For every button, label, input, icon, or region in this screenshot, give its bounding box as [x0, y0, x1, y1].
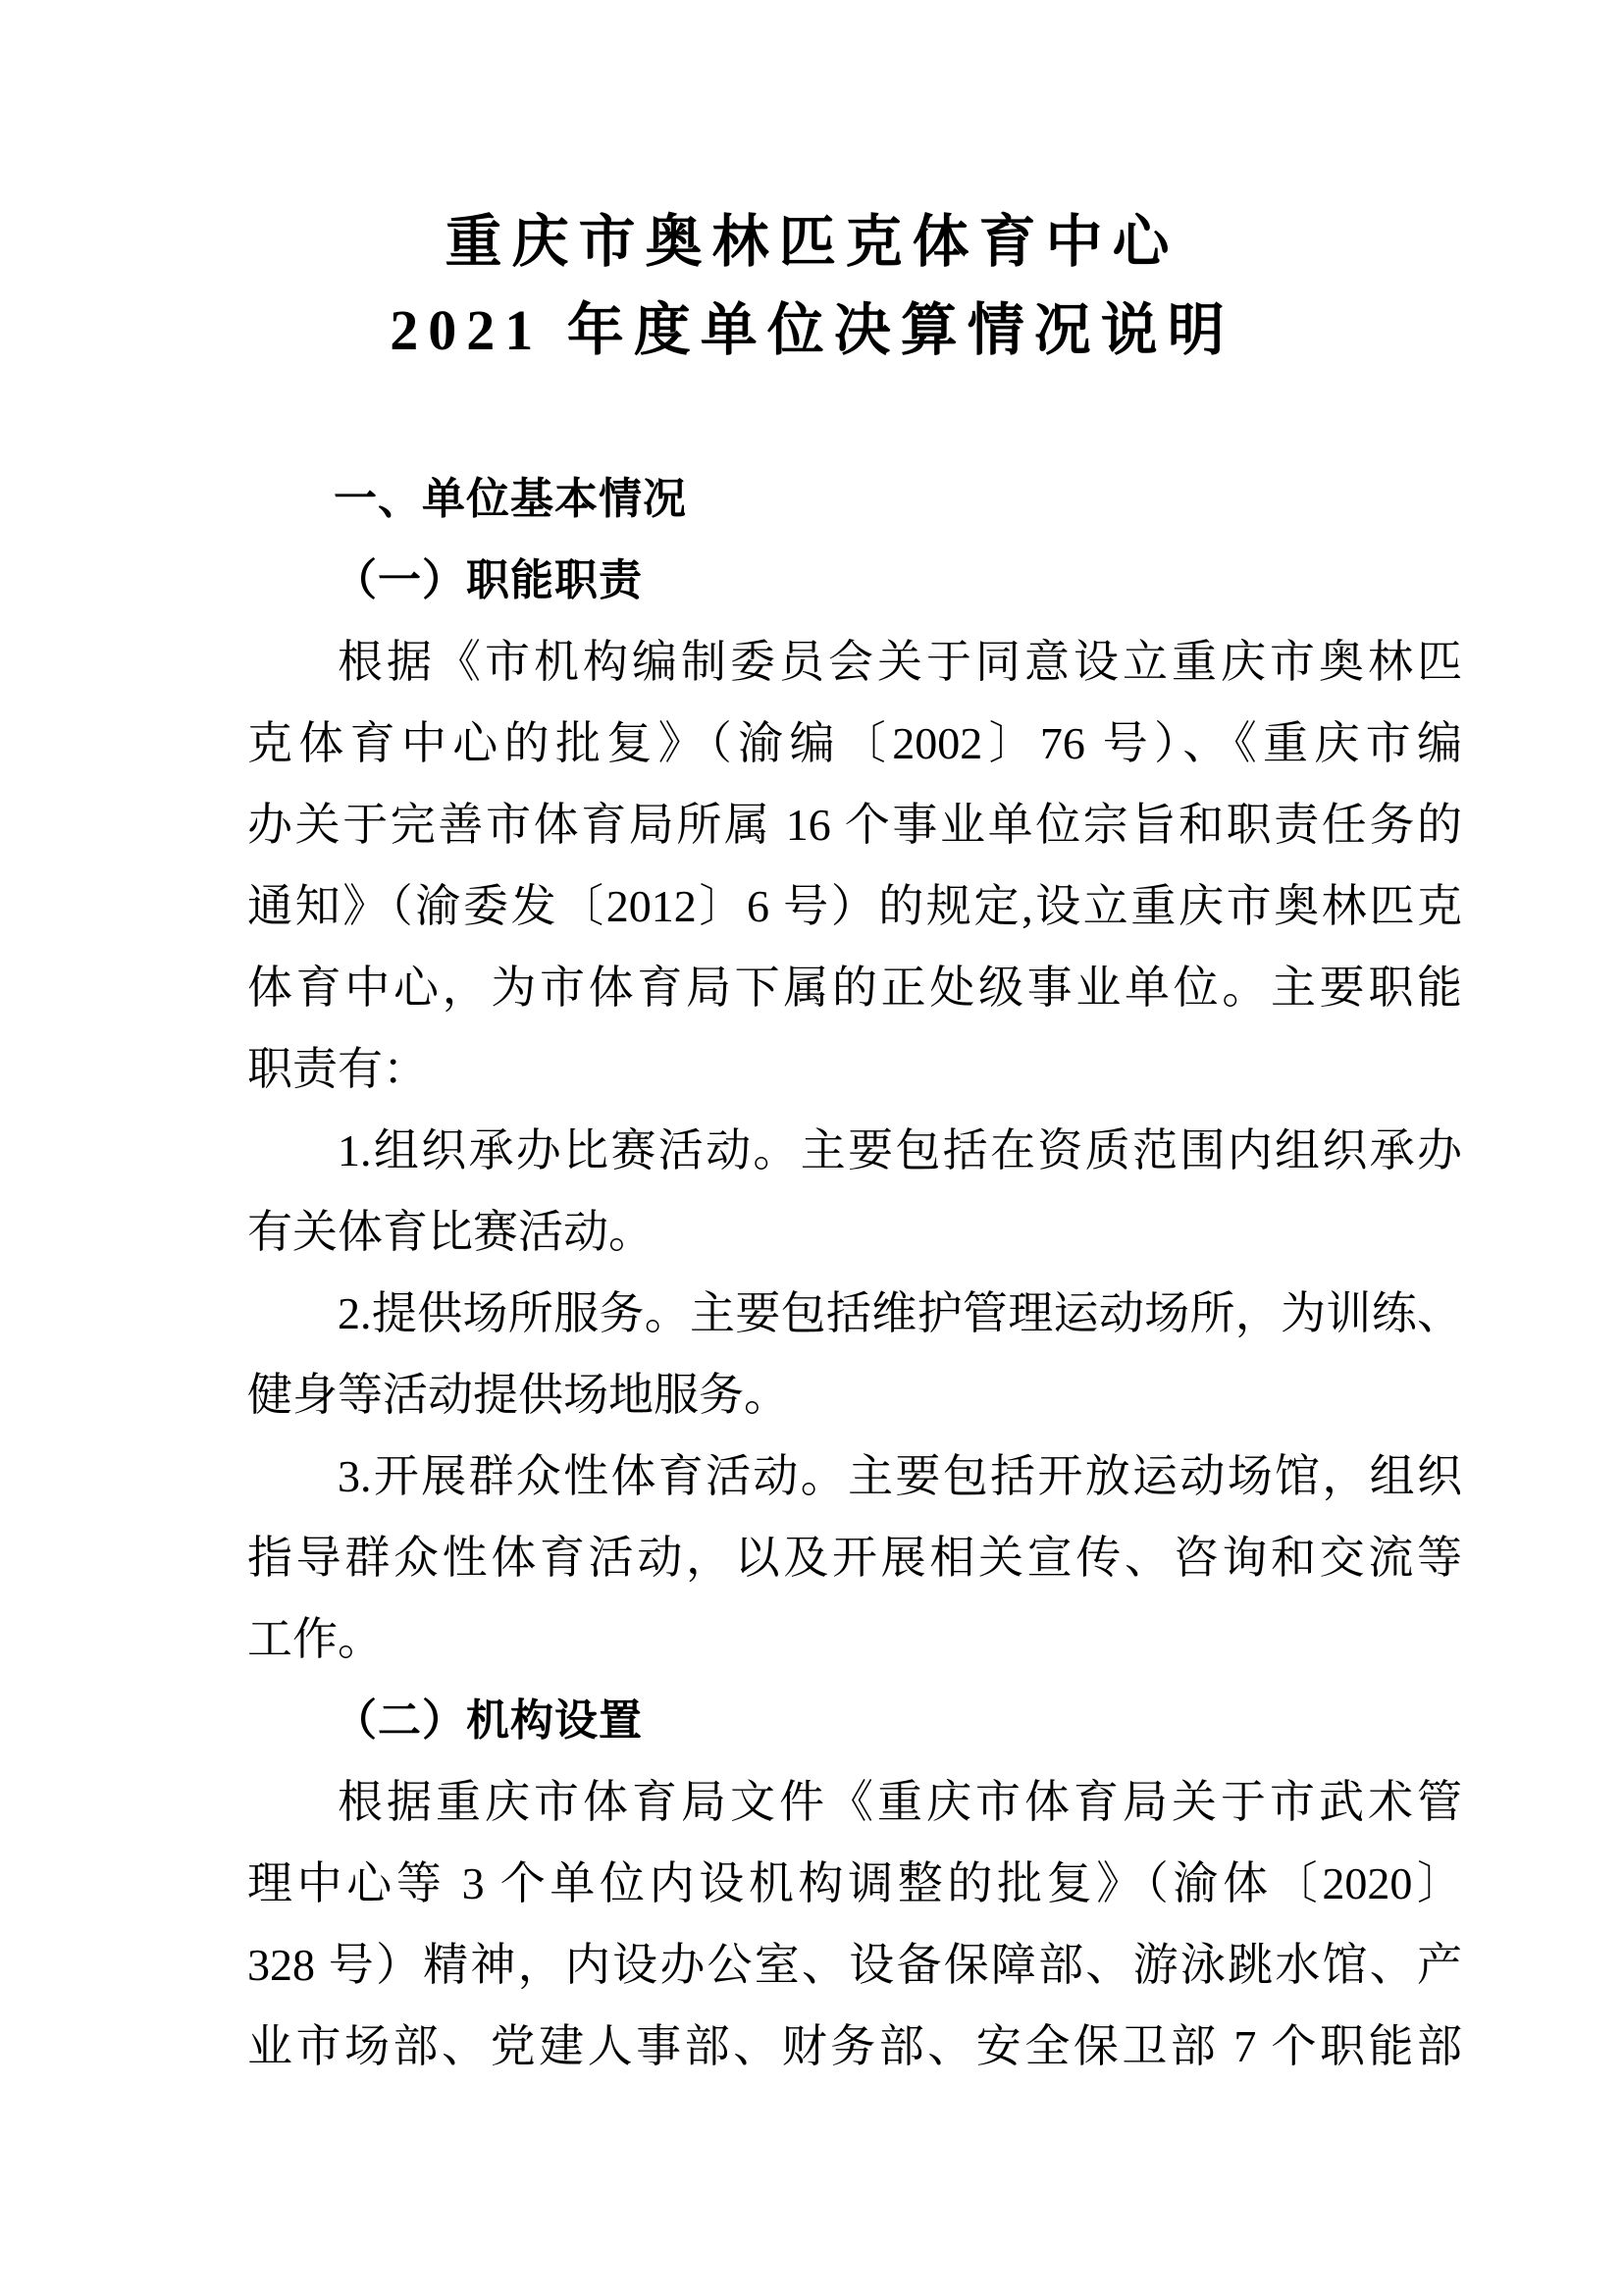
document-line: 指导群众性体育活动，以及开展相关宣传、咨询和交流等 [247, 1533, 1462, 1583]
document-line: 办关于完善市体育局所属 16 个事业单位宗旨和职责任务的 [247, 800, 1462, 850]
document-title-line2: 2021 年度单位决算情况说明 [390, 298, 1234, 362]
document-title [0, 198, 1624, 375]
document-line: 工作。 [247, 1614, 383, 1664]
document-line: 根据《市机构编制委员会关于同意设立重庆市奥林匹 [338, 637, 1462, 687]
document-title-line1: 重庆市奥林匹克体育中心 [445, 210, 1179, 274]
document-line: 体育中心，为市体育局下属的正处级事业单位。主要职能 [247, 963, 1462, 1013]
document-line: 通知》（渝委发〔2012〕6 号）的规定,设立重庆市奥林匹克 [247, 881, 1462, 931]
document-body [247, 458, 1462, 2087]
section-heading-1: 一、单位基本情况 [334, 475, 687, 523]
document-line: 根据重庆市体育局文件《重庆市体育局关于市武术管 [338, 1777, 1462, 1827]
document-line: 克体育中心的批复》（渝编〔2002〕76 号）、《重庆市编 [247, 718, 1462, 768]
section-heading-1-1: （一）职能职责 [334, 556, 643, 604]
document-line: 业市场部、党建人事部、财务部、安全保卫部 7 个职能部 [247, 2021, 1462, 2071]
document-line: 1.组织承办比赛活动。主要包括在资质范围内组织承办 [338, 1125, 1462, 1175]
document-line: 理中心等 3 个单位内设机构调整的批复》（渝体〔2020〕 [247, 1858, 1462, 1908]
section-heading-1-2: （二）机构设置 [334, 1696, 643, 1745]
document-line: 有关体育比赛活动。 [247, 1207, 654, 1257]
document-line: 职责有： [247, 1044, 428, 1094]
document-line: 健身等活动提供场地服务。 [247, 1370, 789, 1420]
document-line: 3.开展群众性体育活动。主要包括开放运动场馆，组织 [338, 1451, 1462, 1501]
document-line: 2.提供场所服务。主要包括维护管理运动场所，为训练、 [338, 1288, 1462, 1338]
document-line: 328 号）精神，内设办公室、设备保障部、游泳跳水馆、产 [247, 1940, 1462, 1990]
